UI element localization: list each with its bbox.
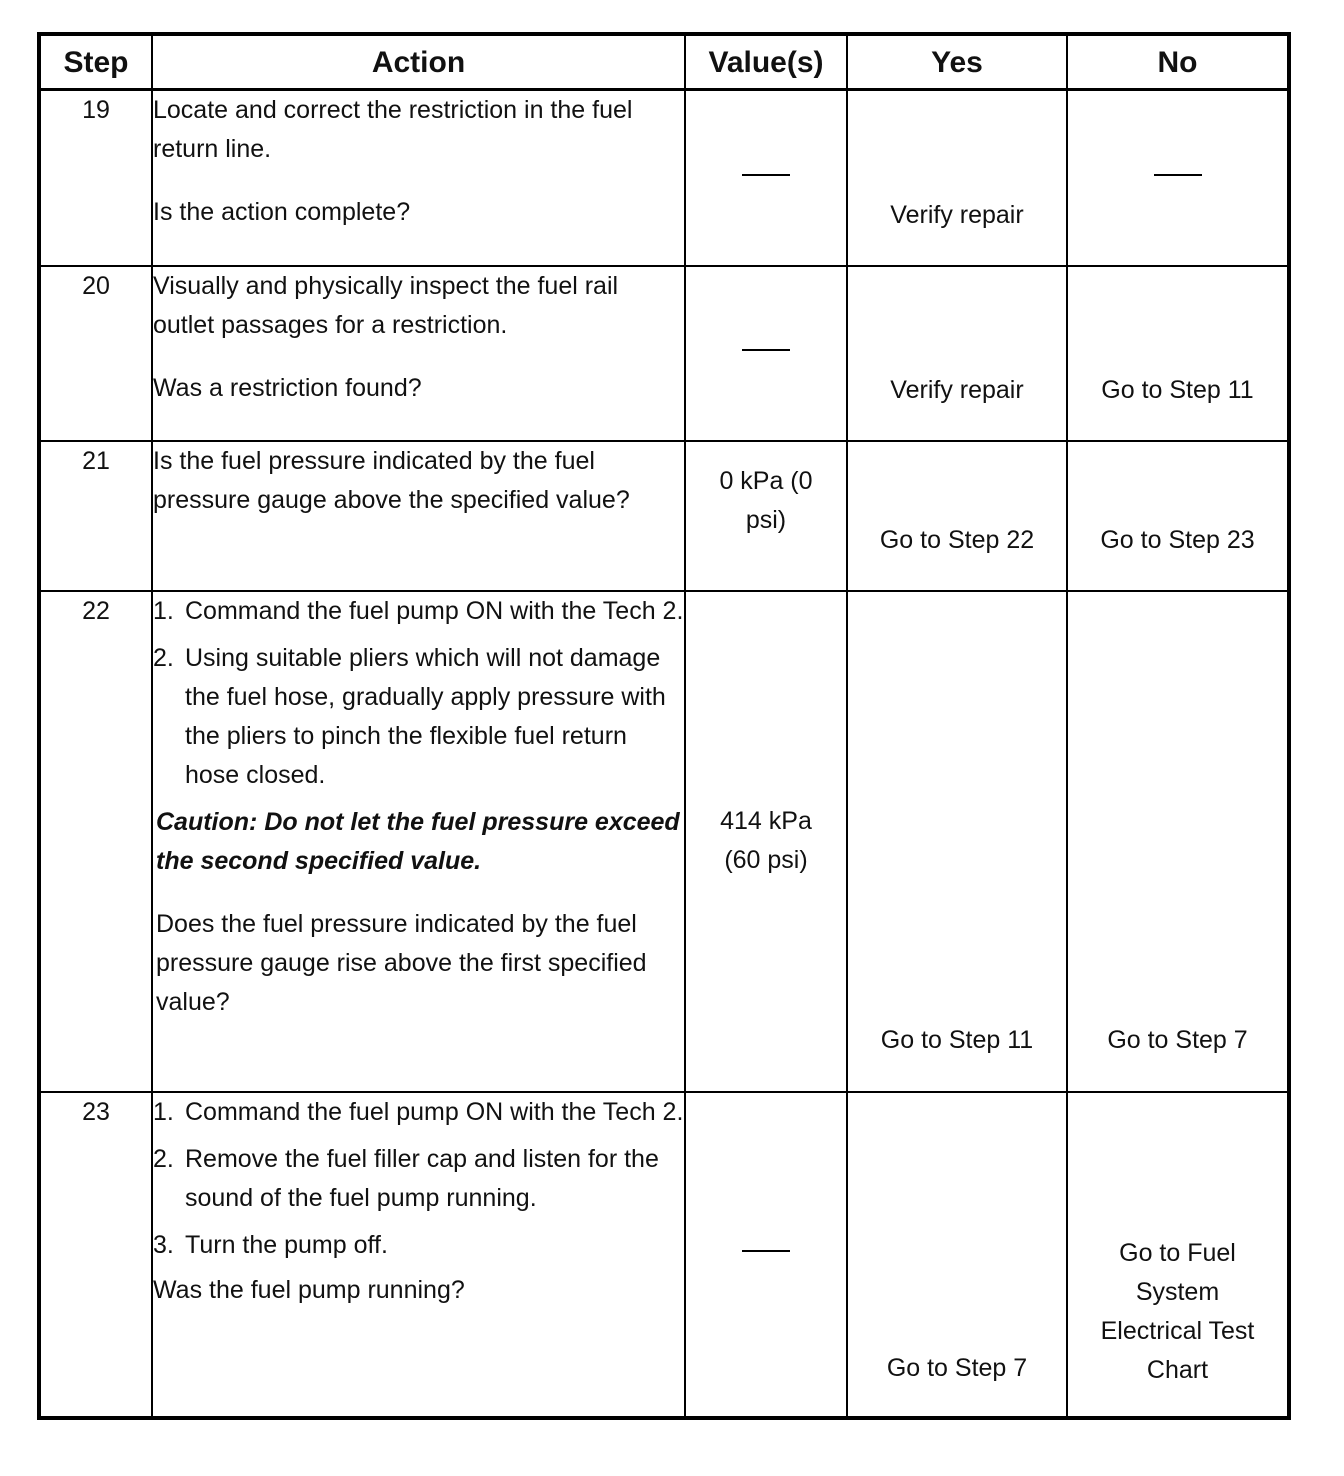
value-cell: [685, 441, 847, 591]
yes-cell: [847, 441, 1067, 591]
action-question: Is the action complete?: [153, 198, 411, 226]
no-cell: [1067, 591, 1289, 1092]
action-cell: [152, 1092, 685, 1418]
yes-cell: [847, 591, 1067, 1092]
yes-text: Go to Step 22: [879, 525, 1035, 554]
header-yes: Yes: [847, 34, 1067, 90]
value-cell: [685, 266, 847, 441]
action-question: Is the fuel pressure indicated by the fuel pressure gauge above the specified value?: [153, 446, 630, 514]
diagnostic-table: [37, 32, 1291, 1420]
dash-mark: [742, 1250, 790, 1252]
value-line-2: (60 psi): [724, 846, 808, 874]
table-row: [39, 1092, 1289, 1418]
action-question: Does the fuel pressure indicated by the fuel pressure gauge rise above the first specified value?: [156, 909, 647, 1016]
step-number: 20: [39, 266, 152, 441]
list-number: 1.: [153, 1097, 174, 1126]
dash-mark: [742, 174, 790, 176]
action-text: Locate and correct the restriction in the fuel return line.: [153, 96, 633, 163]
action-cell: [152, 591, 685, 1092]
table-row: [39, 591, 1289, 1092]
no-cell: [1067, 1092, 1289, 1418]
action-text: Visually and physically inspect the fuel rail outlet passages for a restriction.: [153, 271, 619, 339]
list-number: 2.: [153, 1144, 174, 1173]
list-text: Using suitable pliers which will not damage the fuel hose, gradually apply pressure with the pliers to pinch the flexible fuel return hose closed.: [185, 643, 666, 789]
list-text: Command the fuel pump ON with the Tech 2.: [185, 1097, 684, 1126]
no-text: Go to Step 11: [1101, 375, 1254, 404]
value-line-1: 414 kPa: [720, 807, 812, 835]
caution-text: Caution: Do not let the fuel pressure exceed the second specified value.: [156, 807, 680, 875]
value-text: 0 kPa (0 psi): [719, 466, 813, 534]
list-item: [153, 1226, 684, 1265]
header-no: No: [1067, 34, 1289, 90]
step-number: 22: [39, 591, 152, 1092]
yes-cell: [847, 90, 1067, 266]
step-number: 23: [39, 1092, 152, 1418]
list-item: [153, 639, 684, 795]
list-text: Turn the pump off.: [185, 1230, 388, 1259]
no-text: Go to Step 23: [1100, 525, 1255, 554]
step-number: 21: [39, 441, 152, 591]
table-row: [39, 441, 1289, 591]
list-item: [153, 1093, 684, 1132]
list-item: [153, 1140, 684, 1218]
yes-text: Go to Step 11: [880, 1025, 1034, 1054]
action-cell: [152, 441, 685, 591]
action-cell: [152, 266, 685, 441]
yes-text: Verify repair: [890, 201, 1024, 229]
yes-text: Go to Step 7: [886, 1353, 1028, 1382]
header-row: [39, 34, 1289, 90]
no-cell: [1067, 266, 1289, 441]
value-cell: [685, 1092, 847, 1418]
action-question: Was the fuel pump running?: [153, 1275, 465, 1304]
action-question: Was a restriction found?: [153, 373, 422, 402]
dash-mark: [1154, 174, 1202, 176]
no-cell: [1067, 90, 1289, 266]
list-number: 3.: [153, 1230, 174, 1259]
yes-cell: [847, 266, 1067, 441]
list-text: Remove the fuel filler cap and listen for the sound of the fuel pump running.: [185, 1144, 659, 1212]
yes-text: Verify repair: [890, 375, 1024, 404]
no-text: Go to Step 7: [1107, 1025, 1248, 1054]
value-cell: [685, 90, 847, 266]
list-number: 2.: [153, 643, 174, 672]
list-text: Command the fuel pump ON with the Tech 2.: [185, 596, 684, 625]
header-action: Action: [152, 34, 685, 90]
header-values: Value(s): [685, 34, 847, 90]
yes-cell: [847, 1092, 1067, 1418]
table-row: [39, 266, 1289, 441]
table-row: [39, 90, 1289, 266]
list-number: 1.: [153, 596, 174, 625]
step-number: 19: [39, 90, 152, 266]
list-item: [153, 592, 684, 631]
no-cell: [1067, 441, 1289, 591]
dash-mark: [742, 349, 790, 351]
no-text: Go to Fuel System Electrical Test Chart: [1100, 1238, 1255, 1384]
value-cell: [685, 591, 847, 1092]
header-step: Step: [39, 34, 152, 90]
action-cell: [152, 90, 685, 266]
